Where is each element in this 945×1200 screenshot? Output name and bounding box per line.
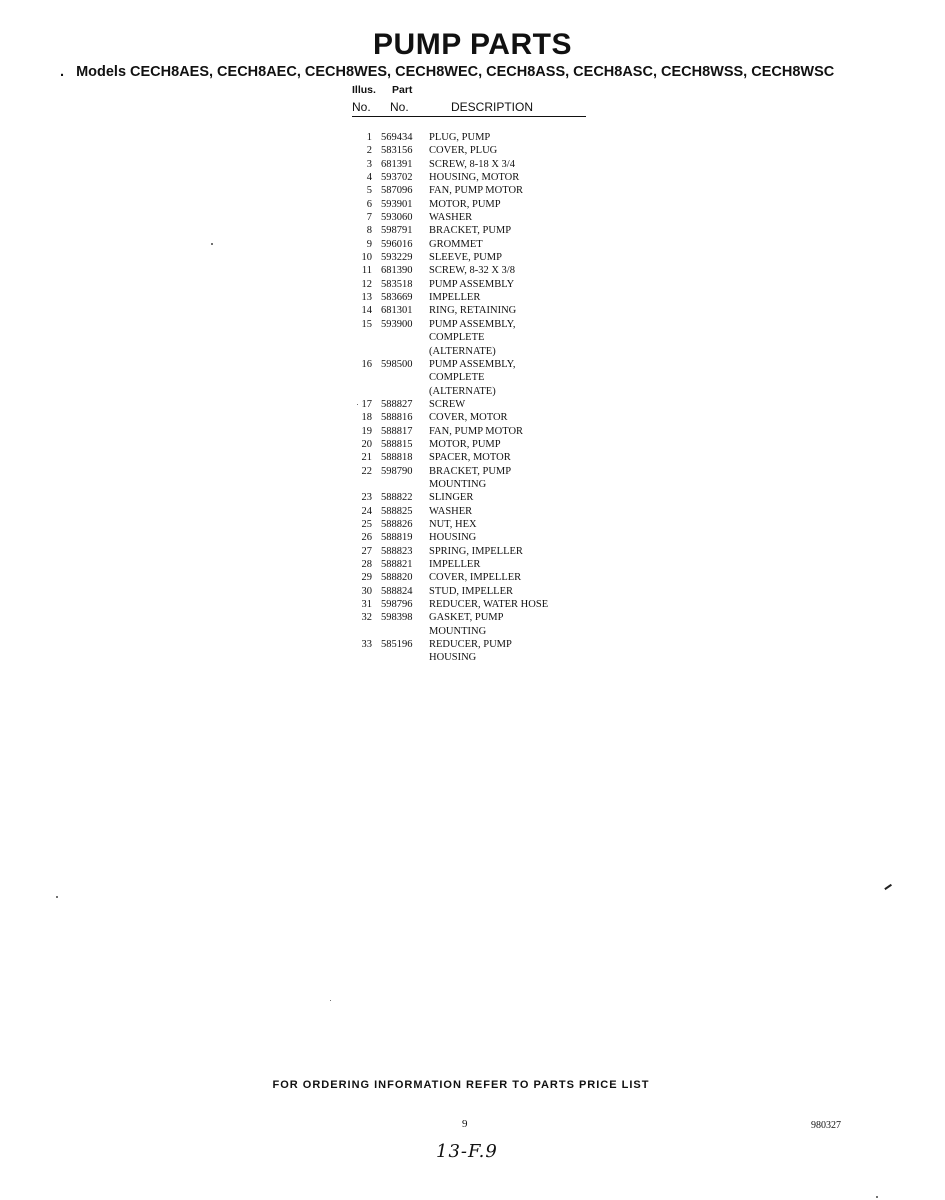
part-number: 593229 — [381, 252, 413, 264]
table-row — [352, 318, 612, 358]
scan-speck — [357, 404, 358, 405]
part-number: 588823 — [381, 545, 413, 557]
part-description: COVER, PLUG — [429, 145, 498, 157]
document-code: 980327 — [811, 1120, 841, 1131]
part-description: SLINGER — [429, 492, 474, 504]
table-row — [352, 144, 612, 157]
part-description: NUT, HEX — [429, 518, 477, 530]
scan-mark — [884, 884, 891, 890]
part-description: WASHER — [429, 212, 473, 224]
part-description: REDUCER, PUMP HOUSING — [429, 639, 512, 664]
models-list: Models CECH8AES, CECH8AEC, CECH8WES, CECH8WEC, CECH8ASS, CECH8ASC, CECH8WSS, CECH8WSC — [76, 64, 835, 80]
part-description: COVER, MOTOR — [429, 412, 508, 424]
illus-number: 18 — [361, 412, 372, 424]
table-row — [352, 491, 612, 504]
part-number: 598790 — [381, 465, 413, 477]
illus-number: 3 — [366, 158, 372, 170]
part-description: HOUSING — [429, 532, 477, 544]
illus-number: 10 — [361, 252, 372, 264]
illus-number: 2 — [366, 145, 372, 157]
part-description: IMPELLER — [429, 292, 481, 304]
table-row — [352, 198, 612, 211]
table-row — [352, 465, 612, 492]
part-description: SCREW, 8-32 X 3/8 — [429, 265, 515, 277]
table-row — [352, 451, 612, 464]
part-number: 598398 — [381, 612, 413, 624]
scan-speck — [330, 1000, 331, 1001]
illus-number: 21 — [361, 452, 372, 464]
part-number: 681301 — [381, 305, 413, 317]
part-description: WASHER — [429, 505, 473, 517]
table-row — [352, 571, 612, 584]
scan-speck — [56, 896, 58, 898]
header-description: DESCRIPTION — [451, 100, 534, 114]
table-row — [352, 411, 612, 424]
models-dot: . — [60, 64, 65, 80]
part-number: 588815 — [381, 438, 413, 450]
part-description: FAN, PUMP MOTOR — [429, 425, 524, 437]
part-description: RING, RETAINING — [429, 305, 517, 317]
part-description: COVER, IMPELLER — [429, 572, 522, 584]
table-row — [352, 598, 612, 611]
part-number: 583156 — [381, 145, 413, 157]
illus-number: 30 — [361, 585, 372, 597]
table-row — [352, 291, 612, 304]
part-description: FAN, PUMP MOTOR — [429, 185, 524, 197]
illus-number: 23 — [361, 492, 372, 504]
table-row — [352, 638, 612, 665]
table-row — [352, 304, 612, 317]
part-number: 596016 — [381, 238, 413, 250]
part-description: PUMP ASSEMBLY, COMPLETE (ALTERNATE) — [429, 318, 516, 357]
part-number: 588826 — [381, 518, 413, 530]
part-description: PUMP ASSEMBLY, COMPLETE (ALTERNATE) — [429, 358, 516, 397]
illus-number: 5 — [366, 185, 372, 197]
illus-number: 13 — [361, 292, 372, 304]
part-number: 588817 — [381, 425, 413, 437]
table-row — [352, 278, 612, 291]
part-description: SPRING, IMPELLER — [429, 545, 523, 557]
table-row — [352, 558, 612, 571]
part-number: 588818 — [381, 452, 413, 464]
part-number: 593060 — [381, 212, 413, 224]
illus-number: 29 — [361, 572, 372, 584]
illus-number: 11 — [361, 265, 372, 277]
illus-number: 14 — [361, 305, 372, 317]
part-description: SLEEVE, PUMP — [429, 252, 502, 264]
part-description: MOTOR, PUMP — [429, 438, 501, 450]
models-line — [60, 64, 930, 80]
table-row — [352, 531, 612, 544]
table-row — [352, 358, 612, 398]
part-number: 681390 — [381, 265, 413, 277]
illus-number: 27 — [361, 545, 372, 557]
table-row — [352, 425, 612, 438]
header-no-illus: No. — [352, 100, 371, 114]
illus-number: 28 — [361, 559, 372, 570]
part-description: SCREW, 8-18 X 3/4 — [429, 158, 515, 170]
table-row — [352, 585, 612, 598]
part-number: 593901 — [381, 198, 413, 210]
illus-number: 32 — [361, 612, 372, 624]
part-description: HOUSING, MOTOR — [429, 172, 520, 184]
illus-number: 15 — [361, 318, 372, 330]
page-number: 9 — [462, 1118, 468, 1130]
part-description: IMPELLER — [429, 559, 481, 570]
table-row — [352, 211, 612, 224]
illus-number: 12 — [361, 278, 372, 290]
illus-number: 31 — [361, 599, 372, 611]
illus-number: 16 — [361, 358, 372, 370]
parts-list — [352, 131, 612, 665]
part-number: 569434 — [381, 132, 413, 143]
illus-number: 20 — [361, 438, 372, 450]
page-title: PUMP PARTS — [373, 28, 572, 61]
table-row — [352, 251, 612, 264]
part-description: MOTOR, PUMP — [429, 198, 501, 210]
part-description: STUD, IMPELLER — [429, 585, 513, 597]
illus-number: 7 — [366, 212, 372, 224]
illus-number: 8 — [366, 225, 372, 237]
table-row — [352, 545, 612, 558]
illus-number: 33 — [361, 639, 372, 651]
part-number: 598796 — [381, 599, 413, 611]
illus-number: 1 — [366, 132, 372, 143]
part-number: 598500 — [381, 358, 413, 370]
part-description: BRACKET, PUMP MOUNTING — [429, 465, 512, 490]
handwritten-note: 13-F.9 — [436, 1141, 498, 1162]
part-number: 593702 — [381, 172, 413, 184]
part-description: BRACKET, PUMP — [429, 225, 512, 237]
table-row — [352, 438, 612, 451]
illus-number: 9 — [366, 238, 372, 250]
table-row — [352, 264, 612, 277]
part-number: 593900 — [381, 318, 413, 330]
part-number: 588820 — [381, 572, 413, 584]
illus-number: 26 — [361, 532, 372, 544]
illus-number: 6 — [366, 198, 372, 210]
illus-number: 24 — [361, 505, 372, 517]
scan-speck — [211, 243, 213, 245]
illus-number: 22 — [361, 465, 372, 477]
ordering-note: FOR ORDERING INFORMATION REFER TO PARTS PRICE LIST — [272, 1079, 650, 1091]
table-header — [352, 100, 586, 117]
table-row — [352, 518, 612, 531]
illus-number: 19 — [361, 425, 372, 437]
table-row — [352, 184, 612, 197]
part-description: PLUG, PUMP — [429, 132, 491, 143]
part-number: 588821 — [381, 559, 413, 570]
part-number: 588824 — [381, 585, 413, 597]
illus-number: 25 — [361, 518, 372, 530]
part-number: 588822 — [381, 492, 413, 504]
part-description: PUMP ASSEMBLY — [429, 278, 515, 290]
part-number: 588825 — [381, 505, 413, 517]
header-illus: Illus. — [352, 84, 376, 96]
table-row — [352, 158, 612, 171]
part-number: 587096 — [381, 185, 413, 197]
part-description: GASKET, PUMP MOUNTING — [429, 612, 504, 637]
part-number: 583669 — [381, 292, 413, 304]
part-number: 681391 — [381, 158, 413, 170]
header-no-part: No. — [390, 100, 409, 114]
part-number: 588819 — [381, 532, 413, 544]
table-row — [352, 238, 612, 251]
table-row — [352, 505, 612, 518]
part-number: 598791 — [381, 225, 413, 237]
part-description: REDUCER, WATER HOSE — [429, 599, 549, 611]
header-part: Part — [392, 84, 413, 96]
part-description: SPACER, MOTOR — [429, 452, 511, 464]
table-row — [352, 131, 612, 144]
part-description: GROMMET — [429, 238, 483, 250]
table-row — [352, 611, 612, 638]
illus-number: 4 — [366, 172, 372, 184]
part-number: 585196 — [381, 639, 413, 651]
part-number: 588827 — [381, 398, 413, 410]
table-row — [352, 224, 612, 237]
part-description: SCREW — [429, 398, 466, 410]
table-row — [352, 171, 612, 184]
scan-speck — [876, 1196, 878, 1198]
table-row — [352, 398, 612, 411]
illus-number: 17 — [361, 398, 372, 410]
part-number: 588816 — [381, 412, 413, 424]
part-number: 583518 — [381, 278, 413, 290]
